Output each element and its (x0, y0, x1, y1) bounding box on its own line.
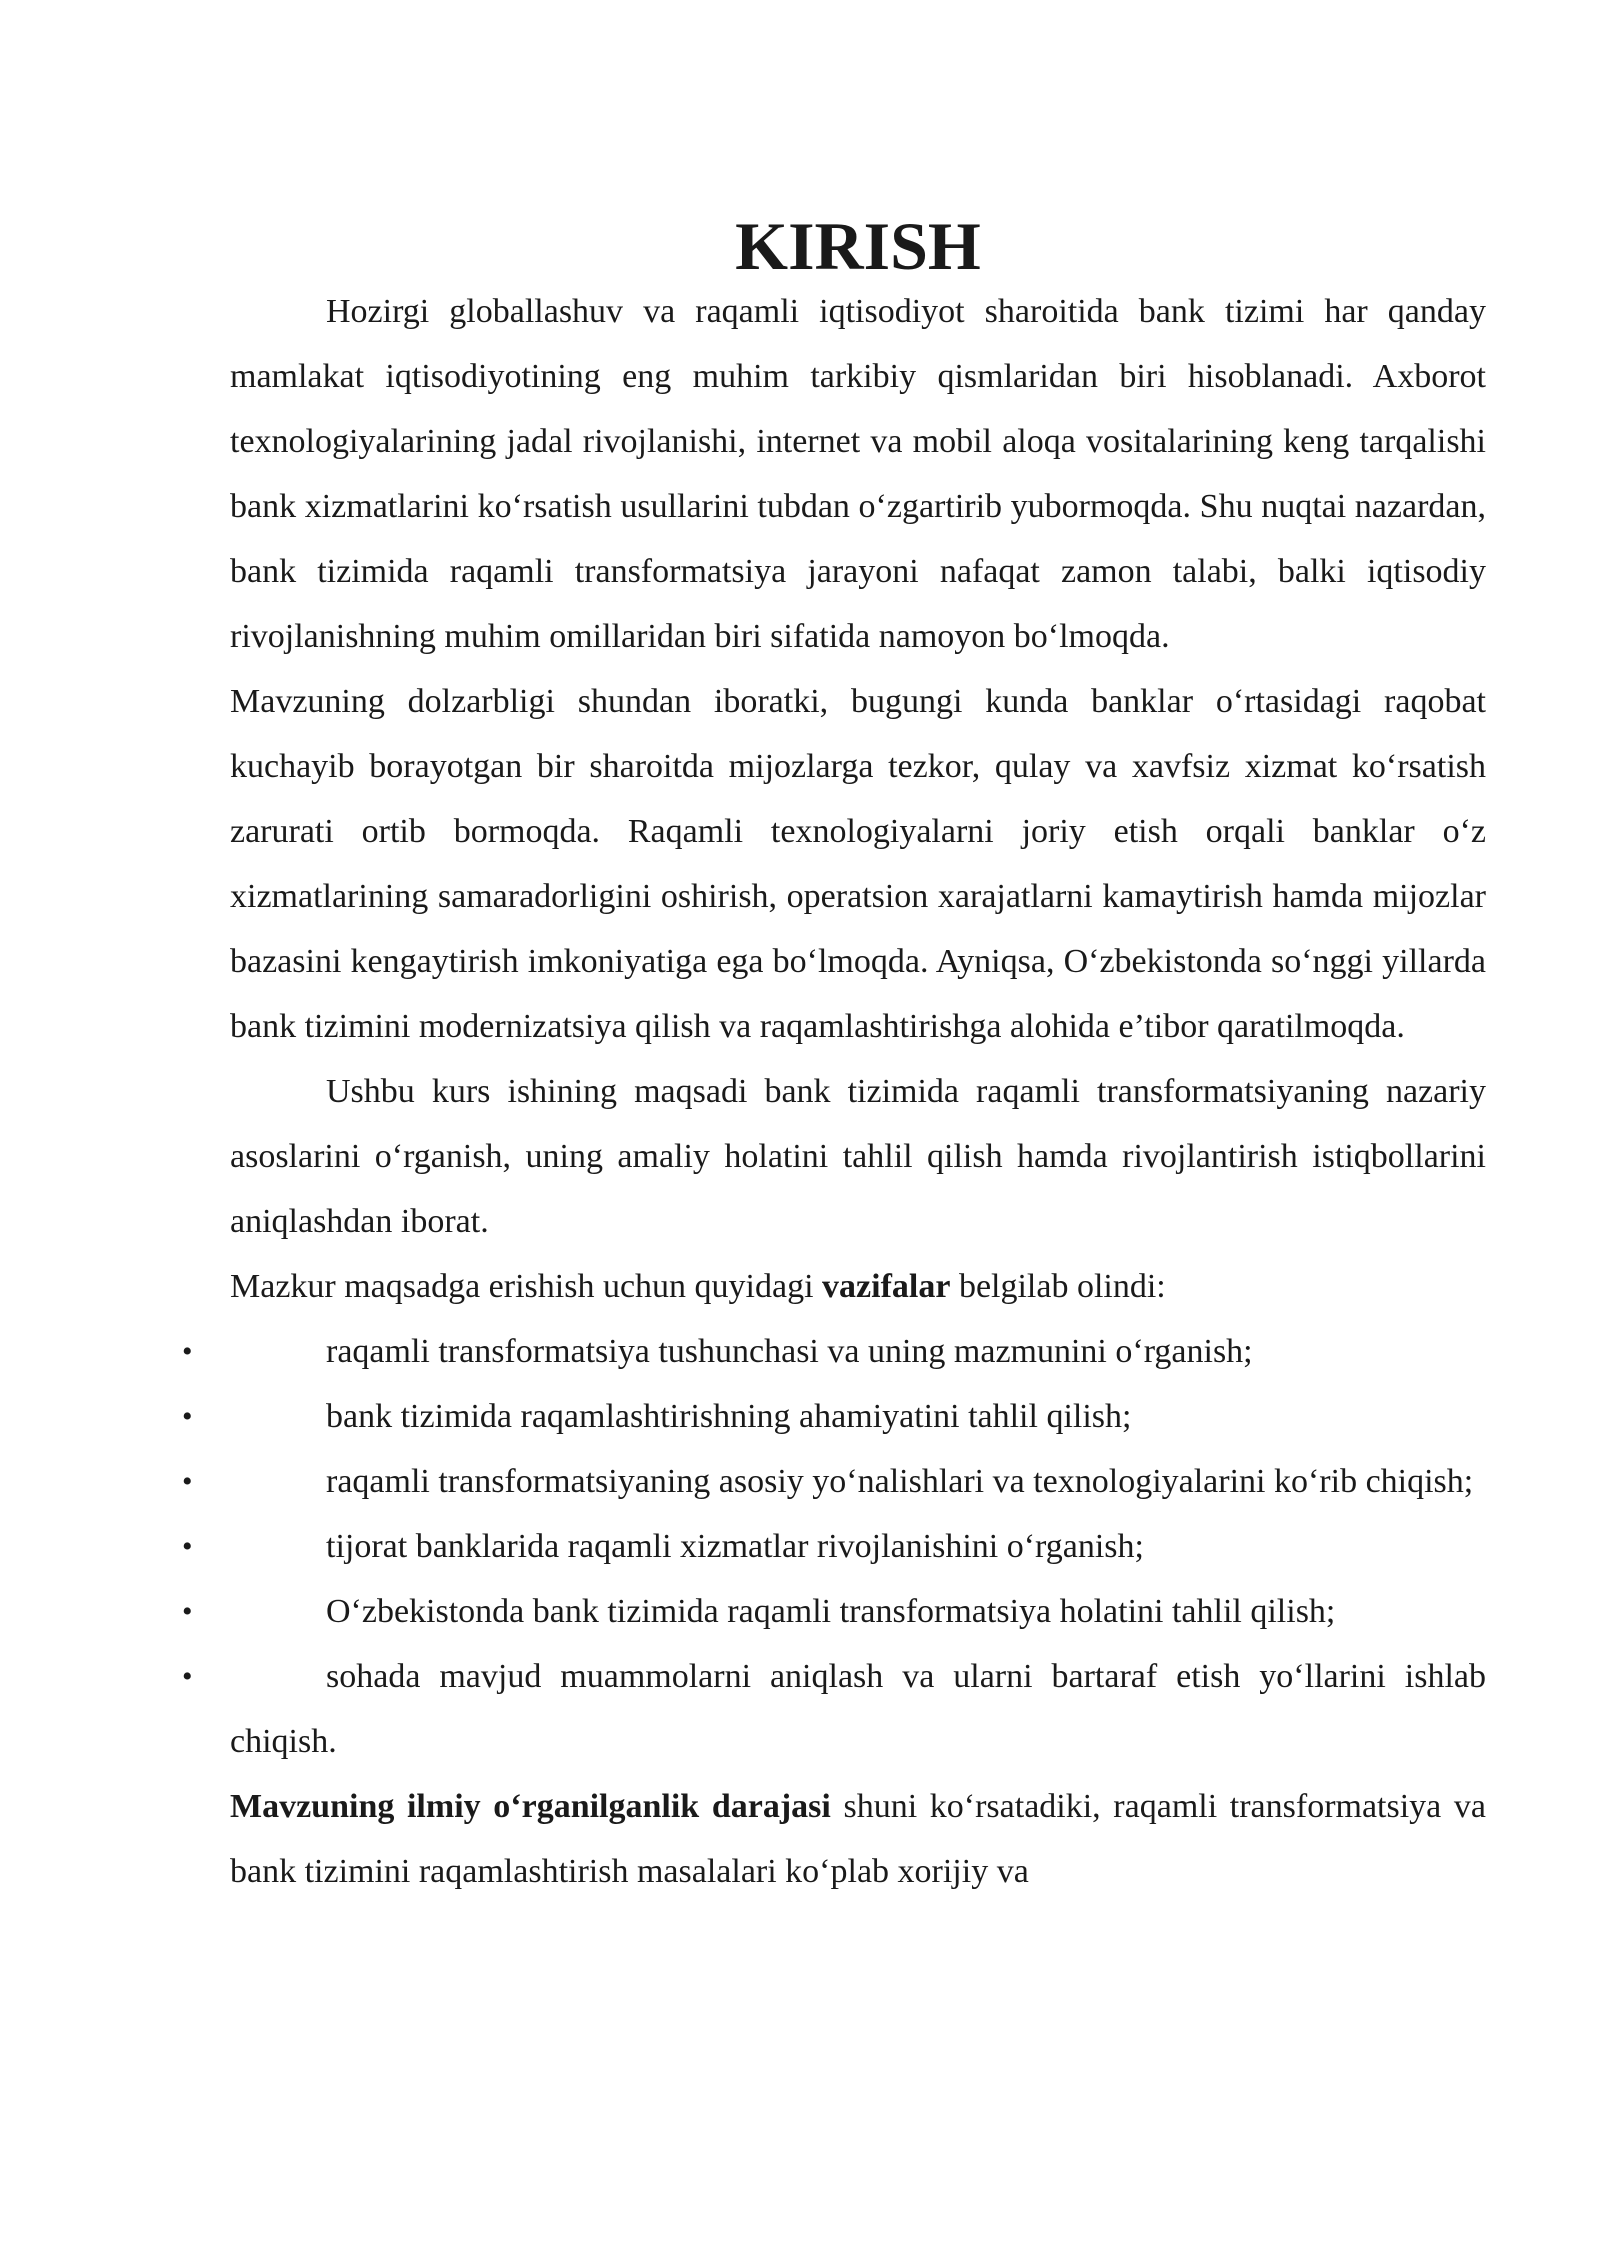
goal-paragraph: Ushbu kurs ishining maqsadi bank tizimida raqamli transformatsiyaning nazariy asoslarini o‘rganish, uning amaliy holatini tahlil qilish hamda rivojlantirish istiqbollarini aniqlashdan iborat. (230, 1073, 1486, 1240)
tasks-list (182, 1319, 1486, 1774)
bullet-icon: • (182, 1530, 193, 1563)
bullet-icon: • (182, 1595, 193, 1628)
list-item-text: tijorat banklarida raqamli xizmatlar rivojlanishini o‘rganish; (326, 1528, 1144, 1565)
page-content (182, 208, 1486, 1904)
tasks-intro-tail: belgilab olindi: (950, 1268, 1166, 1305)
list-item-text: raqamli transformatsiyaning asosiy yo‘nalishlari va texnologiyalarini ko‘rib chiqish; (326, 1463, 1474, 1500)
research-level-heading: Mavzuning ilmiy o‘rganilganlik darajasi (230, 1788, 831, 1825)
bullet-icon: • (182, 1465, 193, 1498)
bullet-icon: • (182, 1335, 193, 1368)
list-item-text: O‘zbekistonda bank tizimida raqamli transformatsiya holatini tahlil qilish; (326, 1593, 1336, 1630)
list-item (182, 1319, 1486, 1384)
list-item (182, 1644, 1486, 1774)
tasks-keyword: vazifalar (822, 1268, 951, 1305)
page-title: KIRISH (735, 208, 981, 284)
bullet-icon: • (182, 1660, 193, 1693)
research-level-paragraph (230, 1774, 1486, 1904)
list-item-text: bank tizimida raqamlashtirishning ahamiyatini tahlil qilish; (326, 1398, 1132, 1435)
tasks-intro (230, 1254, 1486, 1319)
list-item (182, 1449, 1486, 1514)
bullet-icon: • (182, 1400, 193, 1433)
research-level-text: shuni ko‘rsatadiki, raqamli transformatsiya va bank tizimini raqamlashtirish masalalari ko‘plab xorijiy va (230, 1788, 1486, 1890)
relevance-paragraph: Mavzuning dolzarbligi shundan iboratki, bugungi kunda banklar o‘rtasidagi raqobat kuchayib borayotgan bir sharoitda mijozlarga tezkor, qulay va xavfsiz xizmat ko‘rsatish zarurati ortib bormoqda. Raqamli texnologiyalarni joriy etish orqali banklar o‘z xizmatlarining samaradorligini oshirish, operatsion xarajatlarni kamaytirish hamda mijozlar bazasini kengaytirish imkoniyatiga ega bo‘lmoqda. Ayniqsa, O‘zbekistonda so‘nggi yillarda bank tizimini modernizatsiya qilish va raqamlashtirishga alohida e’tibor qaratilmoqda. (230, 683, 1486, 1045)
list-item-text: raqamli transformatsiya tushunchasi va uning mazmunini o‘rganish; (326, 1333, 1253, 1370)
list-item (182, 1384, 1486, 1449)
intro-paragraph: Hozirgi globallashuv va raqamli iqtisodiyot sharoitida bank tizimi har qanday mamlakat iqtisodiyotining eng muhim tarkibiy qismlaridan biri hisoblanadi. Axborot texnologiyalarining jadal rivojlanishi, internet va mobil aloqa vositalarining keng tarqalishi bank xizmatlarini ko‘rsatish usullarini tubdan o‘zgartirib yubormoqda. Shu nuqtai nazardan, bank tizimida raqamli transformatsiya jarayoni nafaqat zamon talabi, balki iqtisodiy rivojlanishning muhim omillaridan biri sifatida namoyon bo‘lmoqda. (230, 293, 1486, 655)
tasks-intro-text: Mazkur maqsadga erishish uchun quyidagi (230, 1268, 823, 1305)
list-item (182, 1514, 1486, 1579)
list-item (182, 1579, 1486, 1644)
list-item-text: sohada mavjud muammolarni aniqlash va ularni bartaraf etish yo‘llarini ishlab chiqish. (230, 1658, 1486, 1760)
